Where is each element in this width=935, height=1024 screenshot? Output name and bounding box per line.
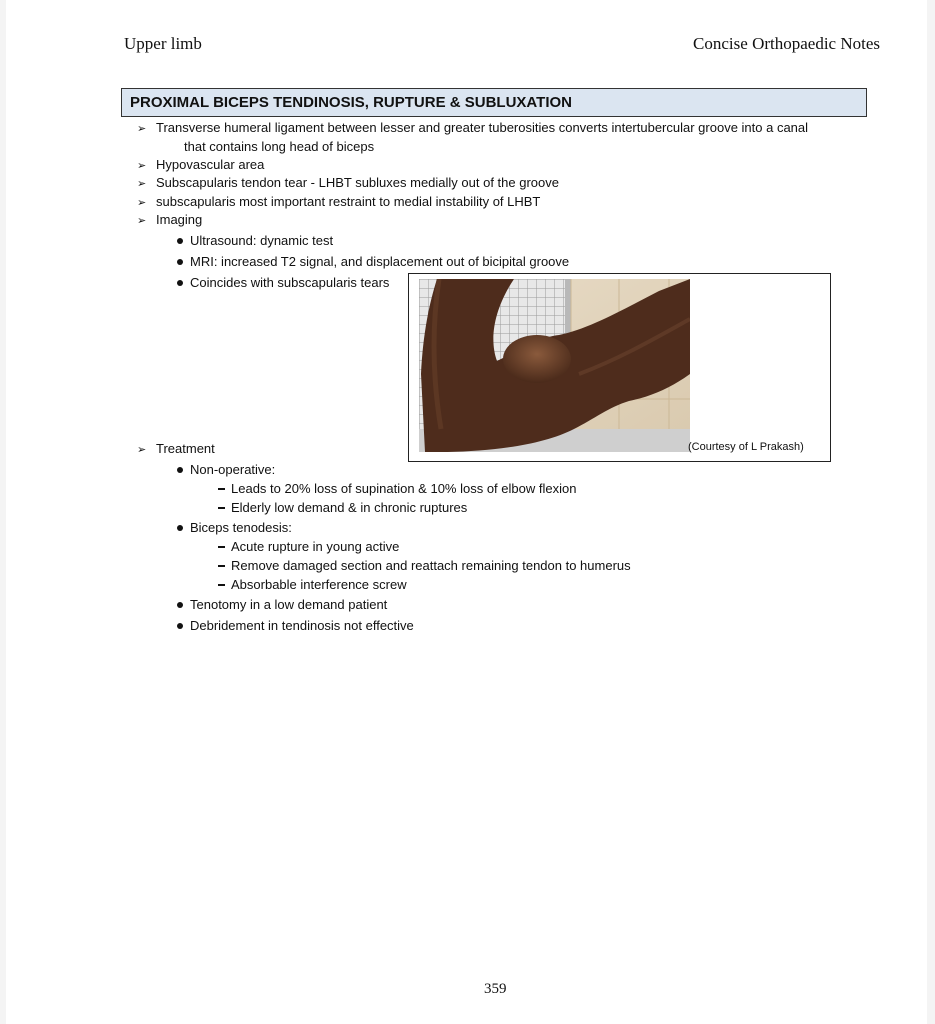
bullet-dot-icon [177,623,183,629]
list-item-continuation: that contains long head of biceps [184,139,375,154]
list-item: Treatment [156,441,215,456]
bullet-dot-icon [177,525,183,531]
sub-list-item: Tenotomy in a low demand patient [190,597,388,612]
arrow-bullet-icon: ➢ [137,178,147,190]
arrow-bullet-icon: ➢ [137,444,147,456]
list-item: Transverse humeral ligament between lesser and greater tuberosities converts intertubercular groove into a canal [156,120,809,135]
bullet-dot-icon [177,238,183,244]
arrow-bullet-icon: ➢ [137,160,147,172]
bullet-dot-icon [177,602,183,608]
sub-list-item: MRI: increased T2 signal, and displacement out of bicipital groove [190,254,570,269]
dash-bullet-icon [218,565,225,567]
figure-credit: (Courtesy of L Prakash) [688,441,804,453]
arrow-bullet-icon: ➢ [137,197,147,209]
dash-bullet-icon [218,488,225,490]
list-item: subscapularis most important restraint to medial instability of LHBT [156,194,541,209]
dash-bullet-icon [218,546,225,548]
sub-sub-list-item: Absorbable interference screw [231,577,407,592]
sub-sub-list-item: Leads to 20% loss of supination & 10% loss of elbow flexion [231,481,577,496]
bullet-dot-icon [177,467,183,473]
list-item: Hypovascular area [156,157,265,172]
sub-sub-list-item: Elderly low demand & in chronic ruptures [231,500,468,515]
page-number: 359 [484,981,507,997]
sub-list-item: Debridement in tendinosis not effective [190,618,414,633]
sub-list-item: Biceps tenodesis: [190,520,292,535]
list-item: Subscapularis tendon tear - LHBT subluxes medially out of the groove [156,175,559,190]
running-header-left: Upper limb [124,34,202,53]
running-header-right: Concise Orthopaedic Notes [693,34,880,53]
arrow-bullet-icon: ➢ [137,215,147,227]
dash-bullet-icon [218,507,225,509]
section-title: PROXIMAL BICEPS TENDINOSIS, RUPTURE & SUBLUXATION [121,88,867,117]
sub-list-item: Non-operative: [190,462,276,477]
dash-bullet-icon [218,584,225,586]
sub-list-item: Coincides with subscapularis tears [190,275,390,290]
sub-sub-list-item: Remove damaged section and reattach remaining tendon to humerus [231,558,631,573]
bullet-dot-icon [177,259,183,265]
sub-sub-list-item: Acute rupture in young active [231,539,400,554]
flexed-arm-photo [419,279,690,452]
arrow-bullet-icon: ➢ [137,123,147,135]
sub-list-item: Ultrasound: dynamic test [190,233,334,248]
list-item: Imaging [156,212,203,227]
bullet-dot-icon [177,280,183,286]
